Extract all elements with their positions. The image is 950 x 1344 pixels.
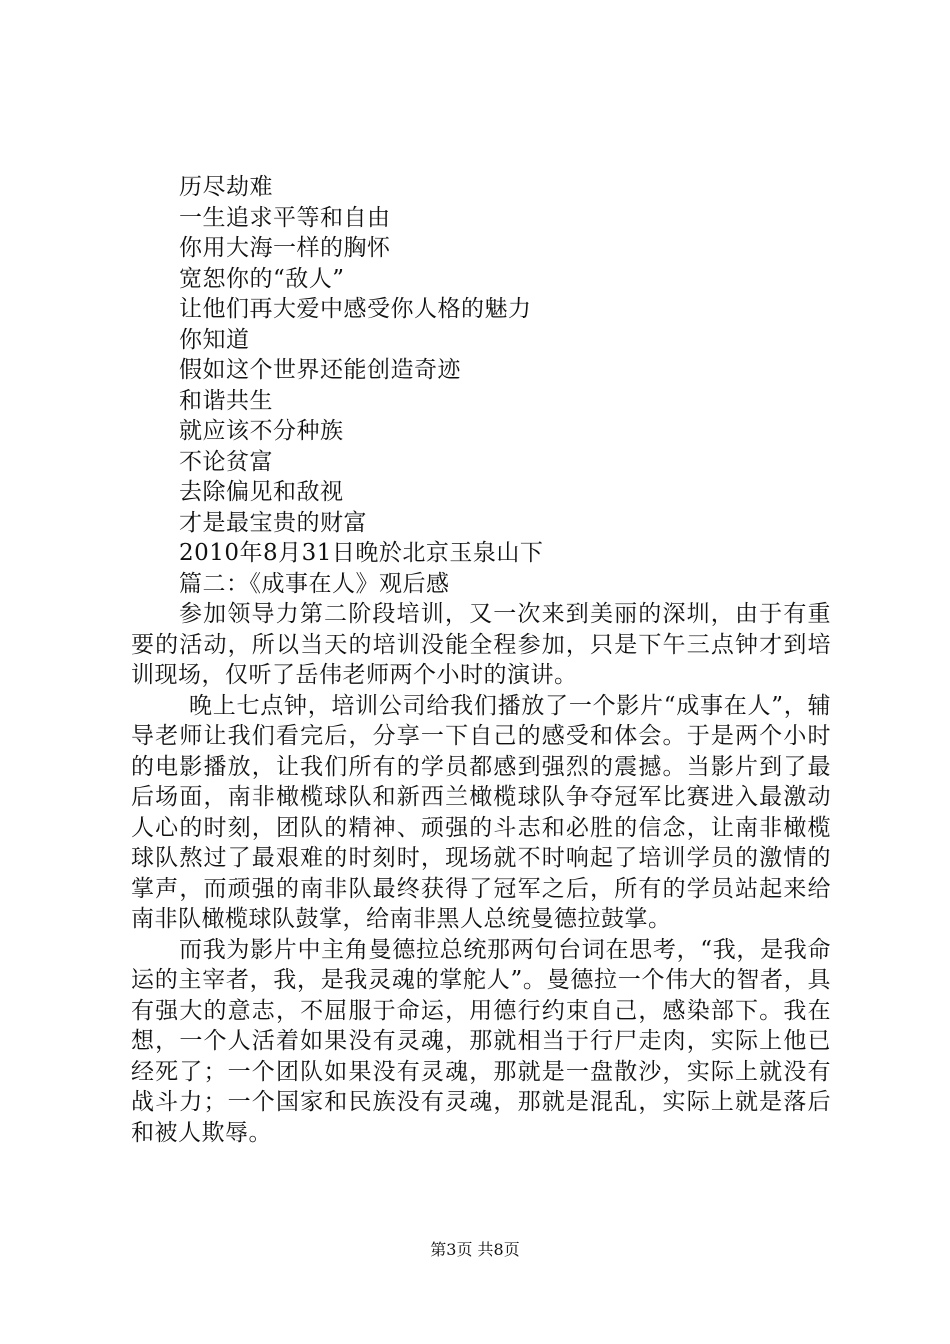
paragraph: 晚上七点钟，培训公司给我们播放了一个影片“成事在人”，辅导老师让我们看完后，分享一下自己的感受和体会。于是两个小时的电影播放，让我们所有的学员都感到强烈的震撼。当影片到了最后场面，南非橄榄球队和新西兰橄榄球队争夺冠军比赛进入最激动人心的时刻，团队的精神、顽强的斗志和必胜的信念，让南非橄榄球队熬过了最艰难的时刻时，现场就不时响起了培训学员的激情的掌声，而顽强的南非队最终获得了冠军之后，所有的学员站起来给南非队橄榄球队鼓掌，给南非黑人总统曼德拉鼓掌。 [131, 692, 831, 932]
poem-line: 假如这个世界还能创造奇迹 [179, 357, 461, 383]
poem-line: 一生追求平等和自由 [179, 204, 391, 231]
poem-line: 不论贫富 [179, 448, 273, 475]
paragraph: 而我为影片中主角曼德拉总统那两句台词在思考，“我，是我命运的主宰者，我，是我灵魂的掌舵人”。曼德拉一个伟大的智者，具有强大的意志，不屈服于命运，用德行约束自己，感染部下。我在想，一个人活着如果没有灵魂，那就相当于行尸走肉，实际上他已经死了；一个团队如果没有灵魂，那就是一盘散沙，实际上就没有战斗力；一个国家和民族没有灵魂，那就是混乱，实际上就是落后和被人欺辱。 [131, 936, 831, 1146]
poem-line: 就应该不分种族 [179, 418, 344, 444]
poem-line: 宽恕你的“敌人” [179, 265, 345, 292]
section-heading: 篇二：《成事在人》观后感 [179, 570, 450, 597]
paragraph: 参加领导力第二阶段培训，又一次来到美丽的深圳，由于有重要的活动，所以当天的培训没能全程参加，只是下午三点钟才到培训现场，仅听了岳伟老师两个小时的演讲。 [131, 601, 831, 688]
poem-block [131, 172, 831, 569]
poem-line: 历尽劫难 [179, 174, 273, 200]
page-footer: 第3页 共8页 [430, 1240, 520, 1259]
poem-date-line: 2010年8月31日晚於北京玉泉山下 [179, 540, 544, 566]
poem-line: 和谐共生 [179, 387, 273, 414]
poem-line: 你知道 [179, 326, 250, 353]
poem-line: 才是最宝贵的财富 [179, 509, 367, 536]
page-content [131, 172, 831, 1148]
poem-line: 去除偏见和敌视 [179, 479, 344, 505]
poem-line: 让他们再大爱中感受你人格的魅力 [179, 296, 532, 322]
poem-line: 你用大海一样的胸怀 [179, 235, 391, 261]
